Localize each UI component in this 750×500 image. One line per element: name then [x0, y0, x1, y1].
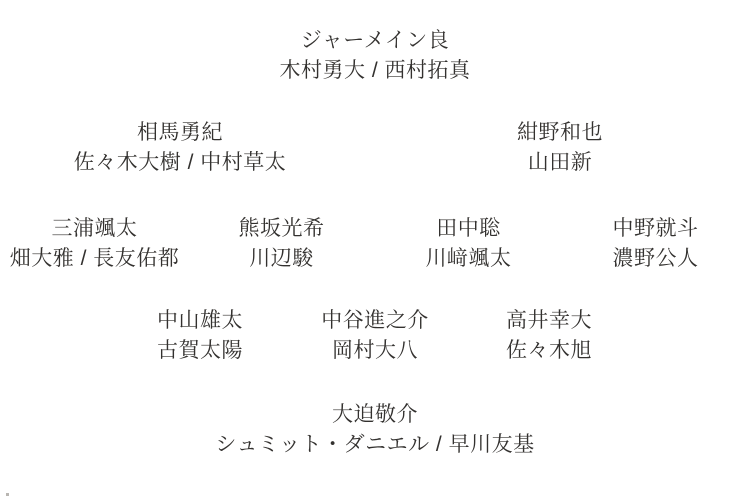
player-primary-name: 熊坂光希 — [238, 217, 325, 240]
player-slot — [73, 118, 375, 178]
player-slot — [375, 118, 665, 178]
player-secondary-names: 川﨑颯太 — [425, 247, 512, 270]
player-primary-name: 大迫敬介 — [332, 403, 418, 426]
formation-row-forward — [0, 26, 750, 86]
player-slot — [375, 214, 562, 274]
formation-row-defense — [0, 306, 750, 366]
player-slot — [562, 214, 749, 274]
player-slot — [461, 306, 633, 366]
player-secondary-names: 濃野公人 — [612, 247, 699, 270]
player-primary-name: 中山雄太 — [157, 309, 243, 332]
player-secondary-names: 川辺駿 — [249, 247, 314, 270]
player-slot — [117, 306, 289, 366]
player-slot — [188, 214, 375, 274]
player-slot — [115, 400, 635, 460]
player-primary-name: 高井幸大 — [506, 309, 592, 332]
player-secondary-names: 佐々木大樹 / 中村草太 — [73, 151, 287, 174]
player-secondary-names: 山田新 — [527, 151, 593, 174]
player-secondary-names: 古賀太陽 — [157, 339, 243, 362]
player-secondary-names: 佐々木旭 — [506, 339, 592, 362]
player-primary-name: 三浦颯太 — [51, 217, 138, 240]
player-slot — [1, 214, 188, 274]
player-primary-name: 田中聡 — [436, 217, 501, 240]
player-secondary-names: 木村勇大 / 西村拓真 — [279, 59, 471, 82]
player-secondary-names: 畑大雅 / 長友佑都 — [9, 247, 180, 270]
player-primary-name: ジャーメイン良 — [300, 29, 450, 52]
player-primary-name: 中野就斗 — [612, 217, 699, 240]
player-primary-name: 中谷進之介 — [321, 309, 429, 332]
player-secondary-names: シュミット・ダニエル / 早川友基 — [215, 433, 535, 456]
player-slot — [289, 306, 461, 366]
player-primary-name: 紺野和也 — [517, 121, 603, 144]
formation-row-keeper — [0, 400, 750, 460]
formation-row-attacking-mid — [0, 118, 750, 178]
player-primary-name: 相馬勇紀 — [137, 121, 223, 144]
corner-dot-marker — [6, 493, 9, 496]
player-secondary-names: 岡村大八 — [332, 339, 418, 362]
formation-row-midfield — [0, 214, 750, 274]
player-slot — [195, 26, 555, 86]
